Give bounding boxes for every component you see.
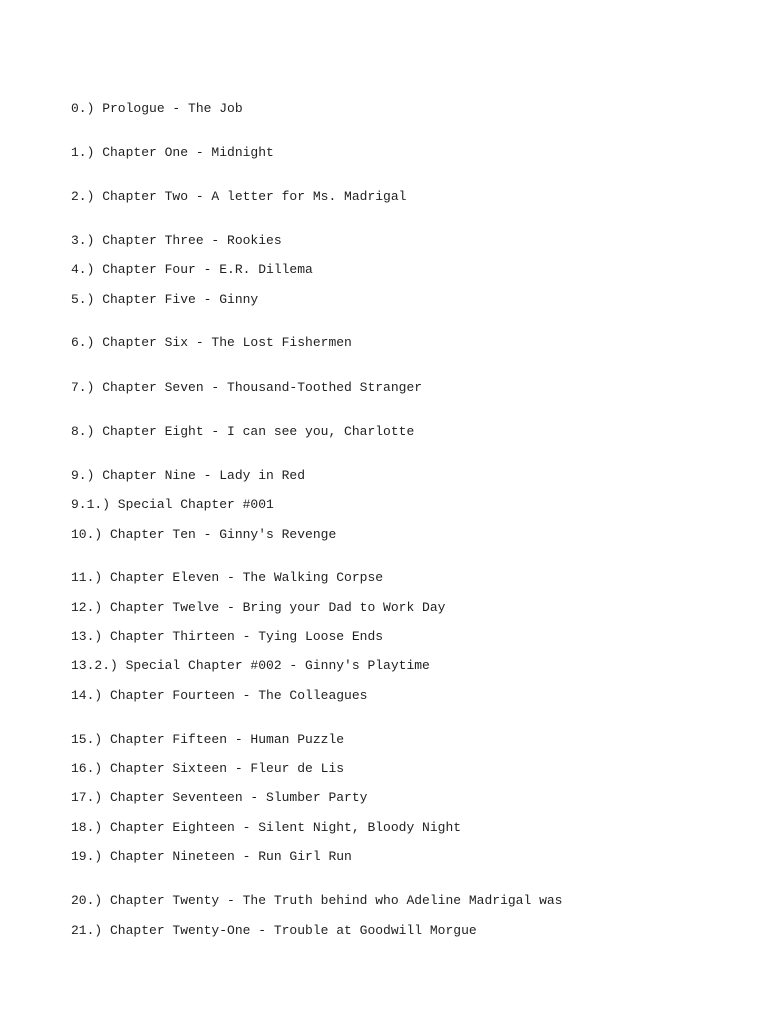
toc-entry: 1.) Chapter One - Midnight — [71, 145, 274, 160]
toc-entry: 15.) Chapter Fifteen - Human Puzzle — [71, 732, 345, 747]
toc-entry: 3.) Chapter Three - Rookies — [71, 233, 282, 248]
toc-entry: 13.2.) Special Chapter #002 - Ginny's Playtime — [71, 658, 430, 673]
toc-entry: 4.) Chapter Four - E.R. Dillema — [71, 262, 313, 277]
toc-entry: 7.) Chapter Seven - Thousand-Toothed Stranger — [71, 380, 423, 395]
toc-entry: 12.) Chapter Twelve - Bring your Dad to Work Day — [71, 600, 446, 615]
toc-entry: 6.) Chapter Six - The Lost Fishermen — [71, 335, 352, 350]
toc-entry: 20.) Chapter Twenty - The Truth behind who Adeline Madrigal was — [71, 893, 563, 908]
toc-entry: 0.) Prologue - The Job — [71, 101, 243, 116]
table-of-contents — [71, 0, 731, 1024]
toc-entry: 8.) Chapter Eight - I can see you, Charlotte — [71, 424, 415, 439]
toc-entry: 19.) Chapter Nineteen - Run Girl Run — [71, 849, 352, 864]
toc-entry: 13.) Chapter Thirteen - Tying Loose Ends — [71, 629, 384, 644]
toc-entry: 18.) Chapter Eighteen - Silent Night, Bloody Night — [71, 820, 462, 835]
toc-entry: 9.1.) Special Chapter #001 — [71, 497, 274, 512]
toc-entry: 10.) Chapter Ten - Ginny's Revenge — [71, 527, 337, 542]
toc-entry: 5.) Chapter Five - Ginny — [71, 292, 259, 307]
toc-entry: 2.) Chapter Two - A letter for Ms. Madrigal — [71, 189, 407, 204]
toc-entry: 21.) Chapter Twenty-One - Trouble at Goodwill Morgue — [71, 923, 477, 938]
toc-entry: 16.) Chapter Sixteen - Fleur de Lis — [71, 761, 345, 776]
toc-entry: 9.) Chapter Nine - Lady in Red — [71, 468, 306, 483]
toc-entry: 17.) Chapter Seventeen - Slumber Party — [71, 790, 368, 805]
toc-entry: 11.) Chapter Eleven - The Walking Corpse — [71, 570, 384, 585]
toc-entry: 14.) Chapter Fourteen - The Colleagues — [71, 688, 368, 703]
